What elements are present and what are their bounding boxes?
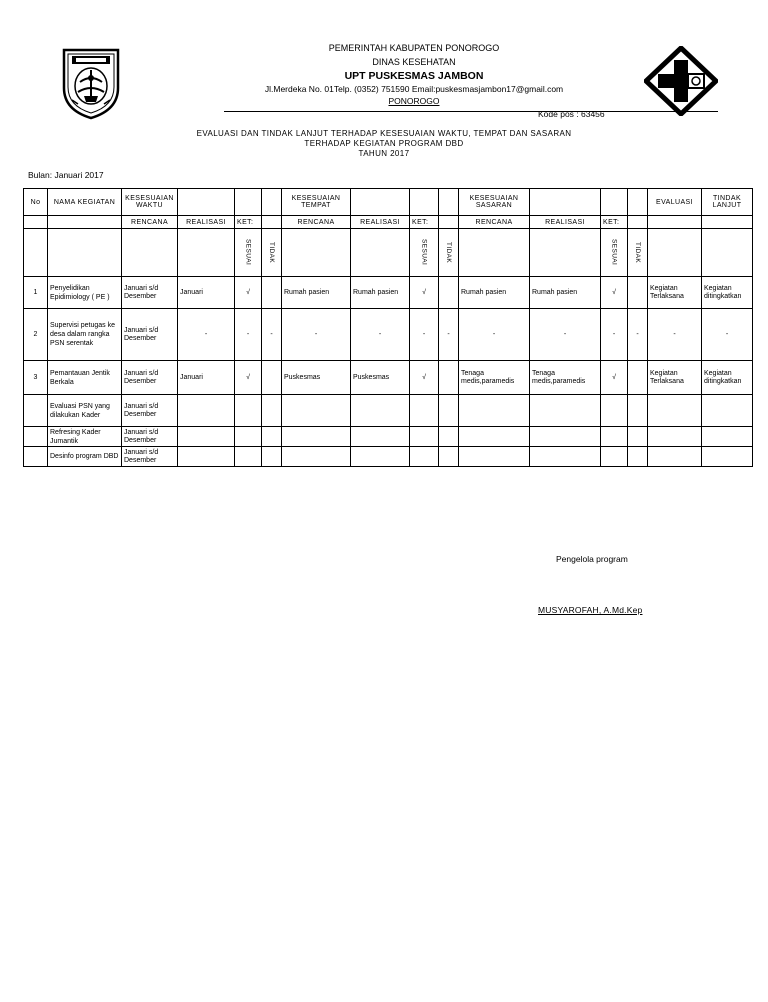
cell-w-ses [235, 427, 262, 447]
cell-s-ren [459, 395, 530, 427]
signature-name: MUSYAROFAH, A.Md.Kep [538, 605, 643, 615]
vertical-label-sesuai: SESUAI [244, 239, 252, 266]
cell-t-tdk: - [439, 309, 459, 361]
cell-t-real [351, 427, 410, 447]
cell-tl [702, 447, 753, 467]
cell-s-real [530, 395, 601, 427]
cell-w-ren: Januari s/d Desember [122, 277, 178, 309]
cell-no [24, 447, 48, 467]
subheader-waktu-rencana: RENCANA [122, 216, 178, 229]
cell-t-ses [410, 447, 439, 467]
subheader-sasaran-rencana: RENCANA [459, 216, 530, 229]
cell-s-tdk [628, 277, 648, 309]
cell-t-ses [410, 427, 439, 447]
subheader-tempat-rencana: RENCANA [282, 216, 351, 229]
cell-s-ses: √ [601, 277, 628, 309]
header-department: DINAS KESEHATAN [372, 57, 456, 67]
cell-w-real [178, 447, 235, 467]
table-body [24, 277, 753, 467]
cell-t-ses: - [410, 309, 439, 361]
cell-s-tdk: - [628, 309, 648, 361]
cell-t-ses [410, 395, 439, 427]
document-title-line3: TAHUN 2017 [358, 149, 410, 158]
cell-w-tdk: - [262, 309, 282, 361]
cell-t-tdk [439, 395, 459, 427]
cell-s-ren: - [459, 309, 530, 361]
cell-w-real: Januari [178, 361, 235, 395]
cell-tl: Kegiatan ditingkatkan [702, 361, 753, 395]
signature-role: Pengelola program [556, 554, 628, 564]
cell-nama: Supervisi petugas ke desa dalam rangka PSN serentak [48, 309, 122, 361]
table-row [24, 309, 753, 361]
table-row [24, 361, 753, 395]
cell-t-ses: √ [410, 277, 439, 309]
subheader-sasaran-ket: KET: [601, 216, 628, 229]
cell-w-ren: Januari s/d Desember [122, 395, 178, 427]
cell-s-real: Rumah pasien [530, 277, 601, 309]
col-header-nama: NAMA KEGIATAN [48, 189, 122, 216]
cell-w-tdk [262, 277, 282, 309]
cell-w-ses: - [235, 309, 262, 361]
cell-w-ren: Januari s/d Desember [122, 309, 178, 361]
header-institution: UPT PUSKESMAS JAMBON [344, 70, 484, 82]
subheader-tempat-ket: KET: [410, 216, 439, 229]
cell-w-real [178, 427, 235, 447]
col-header-evaluasi: EVALUASI [648, 189, 702, 216]
table-row [24, 395, 753, 427]
vertical-label-tidak: TIDAK [634, 241, 641, 264]
cell-w-ses: √ [235, 277, 262, 309]
evaluation-table [23, 188, 753, 467]
cell-w-ren: Januari s/d Desember [122, 427, 178, 447]
col-header-tindak-lanjut: TINDAK LANJUT [702, 189, 753, 216]
vertical-label-tidak: TIDAK [268, 241, 275, 264]
cell-eval: - [648, 309, 702, 361]
header-address: Jl.Merdeka No. 01Telp. (0352) 751590 Email:puskesmasjambon17@gmail.com [264, 84, 564, 94]
cell-s-tdk [628, 447, 648, 467]
vertical-label-tidak: TIDAK [445, 241, 452, 264]
cell-w-ses [235, 395, 262, 427]
col-header-waktu: KESESUAIAN WAKTU [122, 189, 178, 216]
header-divider [224, 111, 718, 112]
cell-no: 1 [24, 277, 48, 309]
cell-eval [648, 427, 702, 447]
cell-s-ren: Tenaga medis,paramedis [459, 361, 530, 395]
subheader-waktu-ket: KET: [235, 216, 262, 229]
cell-tl: Kegiatan ditingkatkan [702, 277, 753, 309]
cell-w-tdk [262, 395, 282, 427]
table-row [24, 427, 753, 447]
cell-t-tdk [439, 427, 459, 447]
table-row [24, 447, 753, 467]
cell-nama: Penyelidikan Epidimiology ( PE ) [48, 277, 122, 309]
cell-w-real: Januari [178, 277, 235, 309]
cell-t-tdk [439, 361, 459, 395]
cell-t-ses: √ [410, 361, 439, 395]
cell-w-ses [235, 447, 262, 467]
cell-t-tdk [439, 447, 459, 467]
cell-s-ren [459, 427, 530, 447]
cell-t-ren [282, 447, 351, 467]
header-city: PONOROGO [388, 96, 440, 106]
cell-w-tdk [262, 447, 282, 467]
cell-eval [648, 447, 702, 467]
cell-w-tdk [262, 427, 282, 447]
cell-tl: - [702, 309, 753, 361]
cell-s-tdk [628, 427, 648, 447]
subheader-tempat-realisasi: REALISASI [351, 216, 410, 229]
cell-s-ses [601, 395, 628, 427]
cell-eval: Kegiatan Terlaksana [648, 277, 702, 309]
cell-s-real [530, 447, 601, 467]
cell-s-real [530, 427, 601, 447]
cell-s-tdk [628, 395, 648, 427]
cell-s-ses: - [601, 309, 628, 361]
col-header-no: No [24, 189, 48, 216]
cell-s-ren: Rumah pasien [459, 277, 530, 309]
col-header-tempat: KESESUAIAN TEMPAT [282, 189, 351, 216]
cell-tl [702, 395, 753, 427]
vertical-label-sesuai: SESUAI [420, 239, 428, 266]
cell-t-ren: Rumah pasien [282, 277, 351, 309]
cell-t-real [351, 395, 410, 427]
cell-t-real [351, 447, 410, 467]
cell-no [24, 395, 48, 427]
table-subheader-row [24, 216, 753, 229]
vertical-label-sesuai: SESUAI [610, 239, 618, 266]
cell-tl [702, 427, 753, 447]
document-title-line1: EVALUASI DAN TINDAK LANJUT TERHADAP KESESUAIAN WAKTU, TEMPAT DAN SASARAN [196, 129, 572, 138]
cell-eval: Kegiatan Terlaksana [648, 361, 702, 395]
subheader-waktu-realisasi: REALISASI [178, 216, 235, 229]
month-label: Bulan: Januari 2017 [28, 170, 104, 180]
table-vertical-header-row [24, 229, 753, 277]
cell-s-tdk [628, 361, 648, 395]
table-header-row [24, 189, 753, 216]
col-header-sasaran: KESESUAIAN SASARAN [459, 189, 530, 216]
cell-t-ren [282, 395, 351, 427]
cell-w-tdk [262, 361, 282, 395]
cell-t-real: Rumah pasien [351, 277, 410, 309]
cell-no: 2 [24, 309, 48, 361]
cell-w-real: - [178, 309, 235, 361]
cell-nama: Refresing Kader Jumantik [48, 427, 122, 447]
cell-w-ren: Januari s/d Desember [122, 447, 178, 467]
cell-s-ses: √ [601, 361, 628, 395]
cell-nama: Pemantauan Jentik Berkala [48, 361, 122, 395]
cell-w-ren: Januari s/d Desember [122, 361, 178, 395]
cell-w-ses: √ [235, 361, 262, 395]
cell-s-ses [601, 447, 628, 467]
cell-t-ren: Puskesmas [282, 361, 351, 395]
cell-w-real [178, 395, 235, 427]
cell-t-real: Puskesmas [351, 361, 410, 395]
cell-nama: Evaluasi PSN yang dilakukan Kader [48, 395, 122, 427]
header-government: PEMERINTAH KABUPATEN PONOROGO [328, 43, 500, 53]
cell-s-real: Tenaga medis,paramedis [530, 361, 601, 395]
cell-s-real: - [530, 309, 601, 361]
table-row [24, 277, 753, 309]
cell-t-tdk [439, 277, 459, 309]
cell-no [24, 427, 48, 447]
ponorogo-regency-seal-icon [58, 44, 124, 120]
cell-s-ren [459, 447, 530, 467]
cell-no: 3 [24, 361, 48, 395]
cell-t-real: - [351, 309, 410, 361]
cell-eval [648, 395, 702, 427]
cell-nama: Desinfo program DBD [48, 447, 122, 467]
subheader-sasaran-realisasi: REALISASI [530, 216, 601, 229]
header-postal-code: Kode pos : 63456 [538, 109, 605, 119]
cell-s-ses [601, 427, 628, 447]
document-title-line2: TERHADAP KEGIATAN PROGRAM DBD [304, 139, 464, 148]
cell-t-ren [282, 427, 351, 447]
cell-t-ren: - [282, 309, 351, 361]
